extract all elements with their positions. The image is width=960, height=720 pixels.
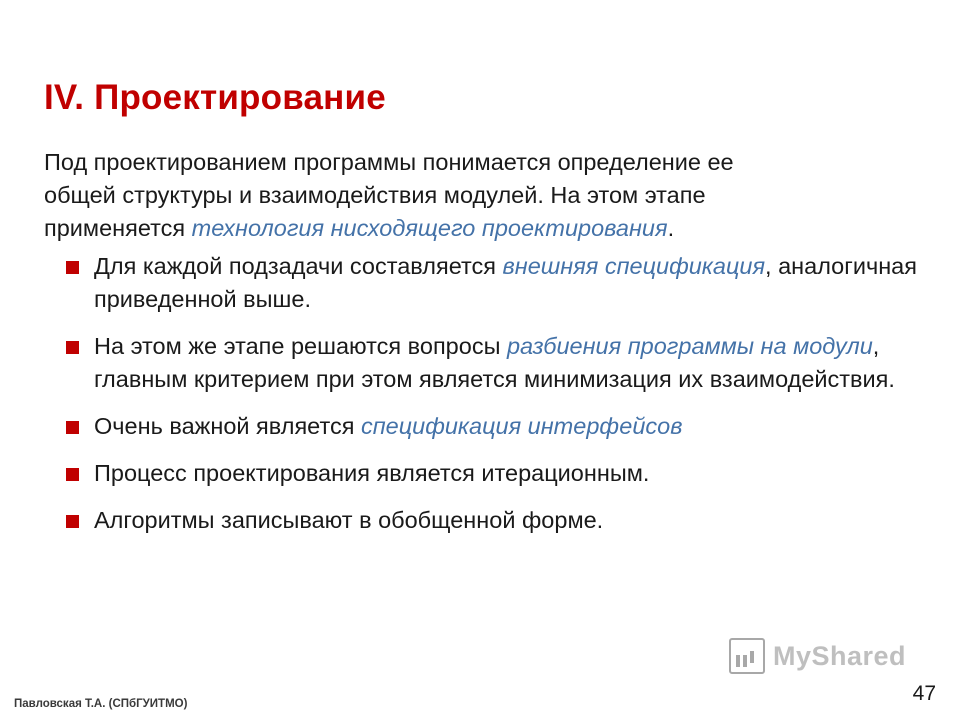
intro-line-1: Под проектированием программы понимается определение ее bbox=[44, 149, 734, 175]
bullet-list bbox=[44, 250, 934, 551]
bullet-marker-icon bbox=[66, 341, 79, 354]
intro-line-2: общей структуры и взаимодействия модулей. На этом этапе bbox=[44, 182, 706, 208]
intro-line-3 bbox=[44, 212, 924, 245]
footer-author: Павловская Т.А. (СПбГУИТМО) bbox=[14, 698, 188, 710]
watermark bbox=[729, 638, 906, 674]
intro-line-3-post: . bbox=[667, 215, 675, 241]
bullet-marker-icon bbox=[66, 421, 79, 434]
list-item-accent: спецификация интерфейсов bbox=[360, 413, 683, 439]
list-item bbox=[44, 330, 934, 396]
list-item bbox=[44, 410, 934, 443]
watermark-label: MyShared bbox=[772, 640, 906, 671]
list-item-pre: На этом же этапе решаются вопросы bbox=[94, 333, 507, 359]
list-item-pre: Процесс проектирования является итерационным. bbox=[94, 460, 650, 486]
bullet-marker-icon bbox=[66, 468, 79, 481]
list-item-pre: Алгоритмы записывают в обобщенной форме. bbox=[94, 507, 604, 533]
list-item-post: , главным критерием при этом является минимизация их взаимодействия. bbox=[94, 333, 895, 392]
myshared-logo-icon bbox=[729, 638, 765, 674]
bullet-marker-icon bbox=[66, 515, 79, 528]
intro-line-3-pre: применяется bbox=[44, 215, 192, 241]
list-item bbox=[44, 457, 934, 490]
page-title: IV. Проектирование bbox=[44, 78, 386, 117]
list-item-pre: Для каждой подзадачи составляется bbox=[94, 253, 503, 279]
bullet-marker-icon bbox=[66, 261, 79, 274]
page-number: 47 bbox=[912, 682, 936, 705]
list-item-pre: Очень важной является bbox=[94, 413, 361, 439]
list-item bbox=[44, 250, 934, 316]
list-item bbox=[44, 504, 934, 537]
list-item-accent: внешняя спецификация bbox=[502, 253, 766, 279]
intro-line-3-accent: технология нисходящего проектирования bbox=[191, 215, 668, 241]
intro-paragraph bbox=[44, 146, 924, 245]
list-item-accent: разбиения программы на модули bbox=[506, 333, 873, 359]
list-item-post: , аналогичная приведенной выше. bbox=[94, 253, 917, 312]
